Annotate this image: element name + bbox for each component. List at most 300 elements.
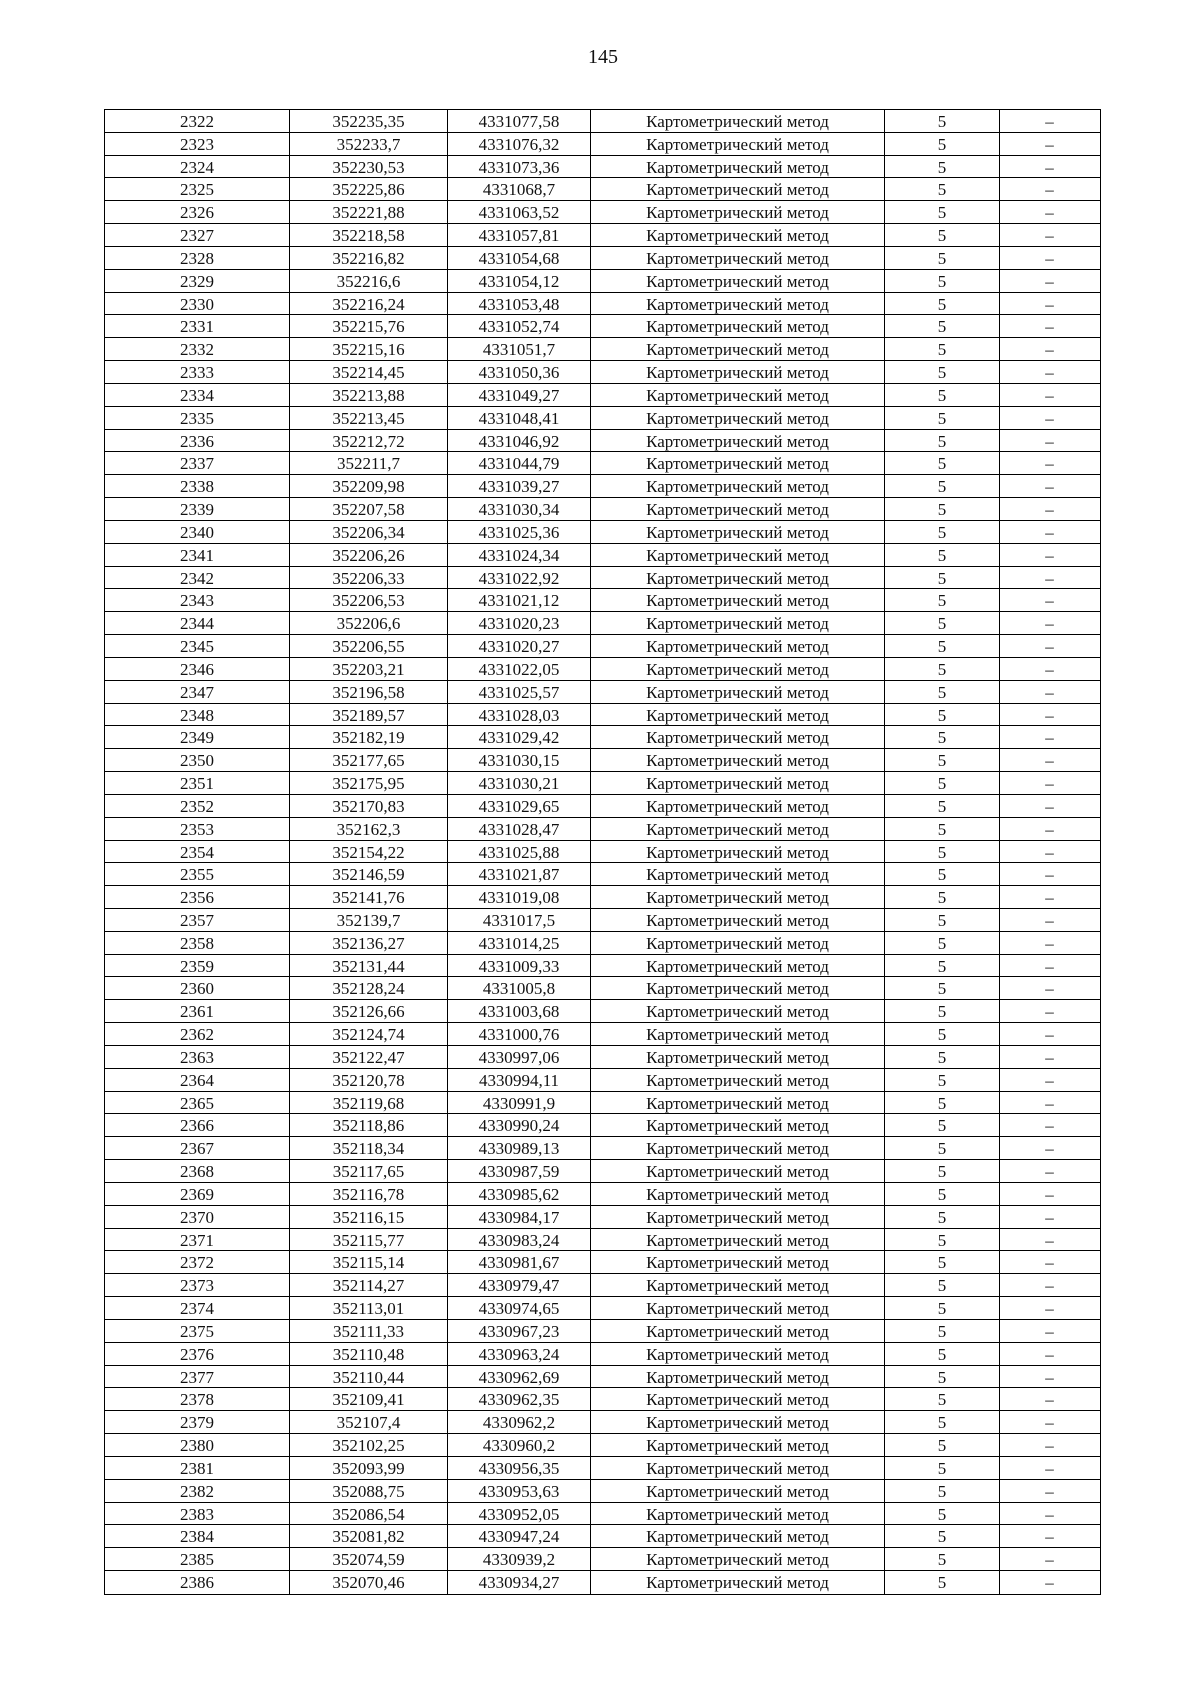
cell-method: Картометрический метод [591,338,885,360]
cell-point-number: 2333 [105,361,290,383]
cell-note: – [1045,1299,1054,1319]
table-row [105,1320,1100,1343]
cell-y-coordinate: 4330991,9 [448,1092,591,1114]
cell-x-coordinate: 352213,88 [290,384,448,406]
cell-note: – [1045,522,1054,542]
cell-note: – [1045,134,1054,154]
cell-accuracy: 5 [885,361,1000,383]
cell-x-coordinate: 352119,68 [290,1092,448,1114]
cell-x-coordinate: 352212,72 [290,430,448,452]
table-row [105,293,1100,316]
cell-accuracy: 5 [885,886,1000,908]
cell-method: Картометрический метод [591,1320,885,1342]
cell-y-coordinate: 4331003,68 [448,1000,591,1022]
cell-x-coordinate: 352235,35 [290,110,448,132]
cell-point-number: 2322 [105,110,290,132]
cell-y-coordinate: 4331021,12 [448,589,591,611]
cell-point-number: 2376 [105,1343,290,1365]
cell-method: Картометрический метод [591,1000,885,1022]
cell-x-coordinate: 352116,15 [290,1206,448,1228]
cell-note: – [1045,248,1054,268]
cell-point-number: 2379 [105,1411,290,1433]
cell-method: Картометрический метод [591,1366,885,1388]
cell-note: – [1045,477,1054,497]
table-row [105,361,1100,384]
cell-point-number: 2369 [105,1183,290,1205]
cell-x-coordinate: 352107,4 [290,1411,448,1433]
cell-point-number: 2336 [105,430,290,452]
cell-y-coordinate: 4330989,13 [448,1137,591,1159]
cell-point-number: 2363 [105,1046,290,1068]
cell-y-coordinate: 4330990,24 [448,1114,591,1136]
cell-method: Картометрический метод [591,977,885,999]
cell-method: Картометрический метод [591,589,885,611]
cell-y-coordinate: 4331009,33 [448,955,591,977]
cell-accuracy: 5 [885,544,1000,566]
cell-y-coordinate: 4330953,63 [448,1480,591,1502]
table-row [105,1411,1100,1434]
cell-x-coordinate: 352131,44 [290,955,448,977]
cell-method: Картометрический метод [591,1069,885,1091]
cell-accuracy: 5 [885,1092,1000,1114]
cell-y-coordinate: 4330984,17 [448,1206,591,1228]
cell-point-number: 2355 [105,863,290,885]
cell-x-coordinate: 352141,76 [290,886,448,908]
table-row [105,338,1100,361]
cell-method: Картометрический метод [591,841,885,863]
cell-note: – [1045,819,1054,839]
cell-y-coordinate: 4330962,69 [448,1366,591,1388]
cell-method: Картометрический метод [591,795,885,817]
table-row [105,201,1100,224]
cell-x-coordinate: 352093,99 [290,1457,448,1479]
cell-x-coordinate: 352233,7 [290,133,448,155]
cell-x-coordinate: 352124,74 [290,1023,448,1045]
table-row [105,521,1100,544]
cell-y-coordinate: 4330934,27 [448,1571,591,1594]
cell-point-number: 2371 [105,1229,290,1251]
cell-x-coordinate: 352146,59 [290,863,448,885]
cell-point-number: 2337 [105,452,290,474]
cell-method: Картометрический метод [591,178,885,200]
cell-x-coordinate: 352114,27 [290,1274,448,1296]
cell-note: – [1045,157,1054,177]
cell-point-number: 2349 [105,726,290,748]
cell-accuracy: 5 [885,1480,1000,1502]
cell-x-coordinate: 352110,48 [290,1343,448,1365]
cell-note: – [1045,1573,1054,1592]
cell-note: – [1045,865,1054,885]
cell-y-coordinate: 4331020,27 [448,635,591,657]
cell-method: Картометрический метод [591,293,885,315]
cell-note: – [1045,1025,1054,1045]
cell-method: Картометрический метод [591,315,885,337]
cell-method: Картометрический метод [591,932,885,954]
cell-note: – [1045,294,1054,314]
cell-note: – [1045,659,1054,679]
cell-accuracy: 5 [885,1183,1000,1205]
cell-x-coordinate: 352213,45 [290,407,448,429]
cell-accuracy: 5 [885,1366,1000,1388]
cell-note: – [1045,112,1054,131]
cell-x-coordinate: 352206,26 [290,544,448,566]
cell-x-coordinate: 352117,65 [290,1160,448,1182]
cell-note: – [1045,180,1054,200]
cell-x-coordinate: 352070,46 [290,1571,448,1594]
cell-note: – [1045,1527,1054,1547]
cell-x-coordinate: 352215,16 [290,338,448,360]
table-row [105,156,1100,179]
cell-note: – [1045,500,1054,520]
cell-accuracy: 5 [885,407,1000,429]
cell-point-number: 2377 [105,1366,290,1388]
cell-x-coordinate: 352206,34 [290,521,448,543]
cell-y-coordinate: 4330994,11 [448,1069,591,1091]
table-row [105,749,1100,772]
cell-method: Картометрический метод [591,1411,885,1433]
cell-point-number: 2374 [105,1297,290,1319]
cell-y-coordinate: 4331028,03 [448,704,591,726]
cell-point-number: 2360 [105,977,290,999]
table-row [105,704,1100,727]
cell-point-number: 2341 [105,544,290,566]
cell-x-coordinate: 352118,34 [290,1137,448,1159]
cell-y-coordinate: 4331077,58 [448,110,591,132]
table-row [105,475,1100,498]
cell-note: – [1045,363,1054,383]
cell-x-coordinate: 352154,22 [290,841,448,863]
cell-y-coordinate: 4331024,34 [448,544,591,566]
cell-y-coordinate: 4330952,05 [448,1503,591,1525]
cell-point-number: 2381 [105,1457,290,1479]
cell-point-number: 2385 [105,1548,290,1570]
cell-method: Картометрический метод [591,726,885,748]
cell-x-coordinate: 352118,86 [290,1114,448,1136]
cell-note: – [1045,340,1054,360]
cell-point-number: 2351 [105,772,290,794]
cell-method: Картометрический метод [591,133,885,155]
cell-y-coordinate: 4331052,74 [448,315,591,337]
cell-point-number: 2344 [105,612,290,634]
cell-point-number: 2345 [105,635,290,657]
cell-method: Картометрический метод [591,1206,885,1228]
cell-note: – [1045,1321,1054,1341]
cell-x-coordinate: 352081,82 [290,1525,448,1547]
cell-note: – [1045,637,1054,657]
cell-y-coordinate: 4330962,2 [448,1411,591,1433]
cell-note: – [1045,614,1054,634]
cell-note: – [1045,1139,1054,1159]
cell-x-coordinate: 352126,66 [290,1000,448,1022]
table-row [105,772,1100,795]
cell-method: Картометрический метод [591,1525,885,1547]
cell-point-number: 2361 [105,1000,290,1022]
cell-note: – [1045,1481,1054,1501]
table-row [105,841,1100,864]
cell-accuracy: 5 [885,681,1000,703]
cell-y-coordinate: 4331029,65 [448,795,591,817]
cell-x-coordinate: 352206,53 [290,589,448,611]
cell-point-number: 2340 [105,521,290,543]
cell-x-coordinate: 352209,98 [290,475,448,497]
cell-note: – [1045,979,1054,999]
cell-x-coordinate: 352122,47 [290,1046,448,1068]
table-row [105,567,1100,590]
cell-note: – [1045,1093,1054,1113]
cell-y-coordinate: 4331054,12 [448,270,591,292]
table-row [105,1366,1100,1389]
table-row [105,407,1100,430]
cell-accuracy: 5 [885,270,1000,292]
table-row [105,452,1100,475]
cell-method: Картометрический метод [591,863,885,885]
cell-point-number: 2327 [105,224,290,246]
cell-method: Картометрический метод [591,567,885,589]
cell-note: – [1045,1047,1054,1067]
cell-y-coordinate: 4331021,87 [448,863,591,885]
cell-x-coordinate: 352216,82 [290,247,448,269]
cell-note: – [1045,226,1054,246]
cell-y-coordinate: 4331000,76 [448,1023,591,1045]
cell-method: Картометрический метод [591,681,885,703]
cell-x-coordinate: 352139,7 [290,909,448,931]
cell-point-number: 2338 [105,475,290,497]
cell-note: – [1045,774,1054,794]
cell-note: – [1045,796,1054,816]
cell-note: – [1045,910,1054,930]
cell-y-coordinate: 4331025,88 [448,841,591,863]
cell-note: – [1045,751,1054,771]
cell-y-coordinate: 4331039,27 [448,475,591,497]
cell-accuracy: 5 [885,247,1000,269]
cell-y-coordinate: 4331044,79 [448,452,591,474]
cell-accuracy: 5 [885,977,1000,999]
cell-point-number: 2365 [105,1092,290,1114]
table-row [105,1525,1100,1548]
cell-y-coordinate: 4330983,24 [448,1229,591,1251]
table-row [105,612,1100,635]
cell-accuracy: 5 [885,1411,1000,1433]
table-row [105,270,1100,293]
cell-point-number: 2386 [105,1571,290,1594]
cell-x-coordinate: 352111,33 [290,1320,448,1342]
cell-note: – [1045,1504,1054,1524]
table-row [105,1229,1100,1252]
cell-point-number: 2329 [105,270,290,292]
cell-accuracy: 5 [885,818,1000,840]
cell-method: Картометрический метод [591,224,885,246]
cell-y-coordinate: 4330939,2 [448,1548,591,1570]
cell-x-coordinate: 352086,54 [290,1503,448,1525]
cell-point-number: 2354 [105,841,290,863]
cell-method: Картометрический метод [591,1229,885,1251]
cell-method: Картометрический метод [591,1251,885,1273]
cell-accuracy: 5 [885,110,1000,132]
cell-method: Картометрический метод [591,247,885,269]
cell-note: – [1045,545,1054,565]
cell-point-number: 2370 [105,1206,290,1228]
cell-note: – [1045,1253,1054,1273]
cell-y-coordinate: 4331057,81 [448,224,591,246]
table-row [105,1457,1100,1480]
cell-accuracy: 5 [885,1388,1000,1410]
cell-method: Картометрический метод [591,1046,885,1068]
cell-method: Картометрический метод [591,156,885,178]
cell-method: Картометрический метод [591,1114,885,1136]
cell-x-coordinate: 352221,88 [290,201,448,223]
cell-x-coordinate: 352116,78 [290,1183,448,1205]
cell-point-number: 2326 [105,201,290,223]
cell-accuracy: 5 [885,315,1000,337]
table-row [105,1114,1100,1137]
table-row [105,1023,1100,1046]
cell-accuracy: 5 [885,1343,1000,1365]
table-row [105,635,1100,658]
cell-x-coordinate: 352206,6 [290,612,448,634]
cell-point-number: 2384 [105,1525,290,1547]
cell-point-number: 2350 [105,749,290,771]
cell-accuracy: 5 [885,178,1000,200]
cell-accuracy: 5 [885,955,1000,977]
cell-point-number: 2364 [105,1069,290,1091]
cell-y-coordinate: 4331017,5 [448,909,591,931]
cell-x-coordinate: 352177,65 [290,749,448,771]
cell-accuracy: 5 [885,156,1000,178]
cell-point-number: 2335 [105,407,290,429]
table-row [105,1251,1100,1274]
cell-y-coordinate: 4331053,48 [448,293,591,315]
cell-point-number: 2331 [105,315,290,337]
cell-y-coordinate: 4331054,68 [448,247,591,269]
cell-point-number: 2342 [105,567,290,589]
table-row [105,247,1100,270]
cell-note: – [1045,933,1054,953]
cell-note: – [1045,203,1054,223]
cell-y-coordinate: 4331048,41 [448,407,591,429]
cell-x-coordinate: 352088,75 [290,1480,448,1502]
cell-accuracy: 5 [885,704,1000,726]
cell-x-coordinate: 352215,76 [290,315,448,337]
cell-note: – [1045,1207,1054,1227]
cell-accuracy: 5 [885,726,1000,748]
cell-point-number: 2372 [105,1251,290,1273]
table-row [105,1206,1100,1229]
cell-method: Картометрический метод [591,772,885,794]
cell-accuracy: 5 [885,1160,1000,1182]
cell-y-coordinate: 4331051,7 [448,338,591,360]
cell-y-coordinate: 4330981,67 [448,1251,591,1273]
cell-y-coordinate: 4331028,47 [448,818,591,840]
table-row [105,1343,1100,1366]
cell-note: – [1045,1550,1054,1570]
cell-x-coordinate: 352206,33 [290,567,448,589]
table-row [105,1069,1100,1092]
cell-method: Картометрический метод [591,521,885,543]
table-row [105,178,1100,201]
cell-note: – [1045,842,1054,862]
table-row [105,1297,1100,1320]
cell-method: Картометрический метод [591,1092,885,1114]
cell-x-coordinate: 352218,58 [290,224,448,246]
cell-method: Картометрический метод [591,749,885,771]
cell-accuracy: 5 [885,863,1000,885]
cell-accuracy: 5 [885,1114,1000,1136]
table-row [105,1000,1100,1023]
cell-accuracy: 5 [885,498,1000,520]
cell-accuracy: 5 [885,612,1000,634]
cell-method: Картометрический метод [591,955,885,977]
table-row [105,681,1100,704]
table-row [105,1183,1100,1206]
table-row [105,498,1100,521]
cell-note: – [1045,1230,1054,1250]
cell-method: Картометрический метод [591,1137,885,1159]
cell-x-coordinate: 352211,7 [290,452,448,474]
cell-accuracy: 5 [885,909,1000,931]
cell-accuracy: 5 [885,1000,1000,1022]
table-row [105,818,1100,841]
cell-method: Картометрический метод [591,201,885,223]
cell-accuracy: 5 [885,1046,1000,1068]
cell-y-coordinate: 4331025,36 [448,521,591,543]
cell-accuracy: 5 [885,338,1000,360]
data-table [104,109,1101,1595]
cell-point-number: 2357 [105,909,290,931]
cell-accuracy: 5 [885,1023,1000,1045]
cell-method: Картометрический метод [591,1548,885,1570]
cell-x-coordinate: 352162,3 [290,818,448,840]
cell-point-number: 2380 [105,1434,290,1456]
cell-x-coordinate: 352216,6 [290,270,448,292]
table-row [105,977,1100,1000]
cell-method: Картометрический метод [591,407,885,429]
cell-point-number: 2356 [105,886,290,908]
cell-accuracy: 5 [885,133,1000,155]
cell-accuracy: 5 [885,1137,1000,1159]
cell-point-number: 2373 [105,1274,290,1296]
cell-y-coordinate: 4330962,35 [448,1388,591,1410]
cell-y-coordinate: 4330956,35 [448,1457,591,1479]
cell-x-coordinate: 352203,21 [290,658,448,680]
cell-method: Картометрический метод [591,909,885,931]
table-row [105,1137,1100,1160]
cell-method: Картометрический метод [591,1343,885,1365]
cell-y-coordinate: 4330997,06 [448,1046,591,1068]
table-row [105,658,1100,681]
cell-method: Картометрический метод [591,886,885,908]
cell-accuracy: 5 [885,452,1000,474]
cell-y-coordinate: 4330985,62 [448,1183,591,1205]
cell-x-coordinate: 352189,57 [290,704,448,726]
table-row [105,1092,1100,1115]
cell-x-coordinate: 352182,19 [290,726,448,748]
cell-note: – [1045,1436,1054,1456]
cell-note: – [1045,728,1054,748]
cell-point-number: 2382 [105,1480,290,1502]
cell-point-number: 2366 [105,1114,290,1136]
table-row [105,1388,1100,1411]
cell-method: Картометрический метод [591,1571,885,1594]
cell-x-coordinate: 352170,83 [290,795,448,817]
cell-y-coordinate: 4331049,27 [448,384,591,406]
cell-y-coordinate: 4331030,21 [448,772,591,794]
cell-method: Картометрический метод [591,1480,885,1502]
cell-note: – [1045,1116,1054,1136]
cell-x-coordinate: 352120,78 [290,1069,448,1091]
cell-x-coordinate: 352196,58 [290,681,448,703]
cell-y-coordinate: 4331073,36 [448,156,591,178]
cell-point-number: 2323 [105,133,290,155]
